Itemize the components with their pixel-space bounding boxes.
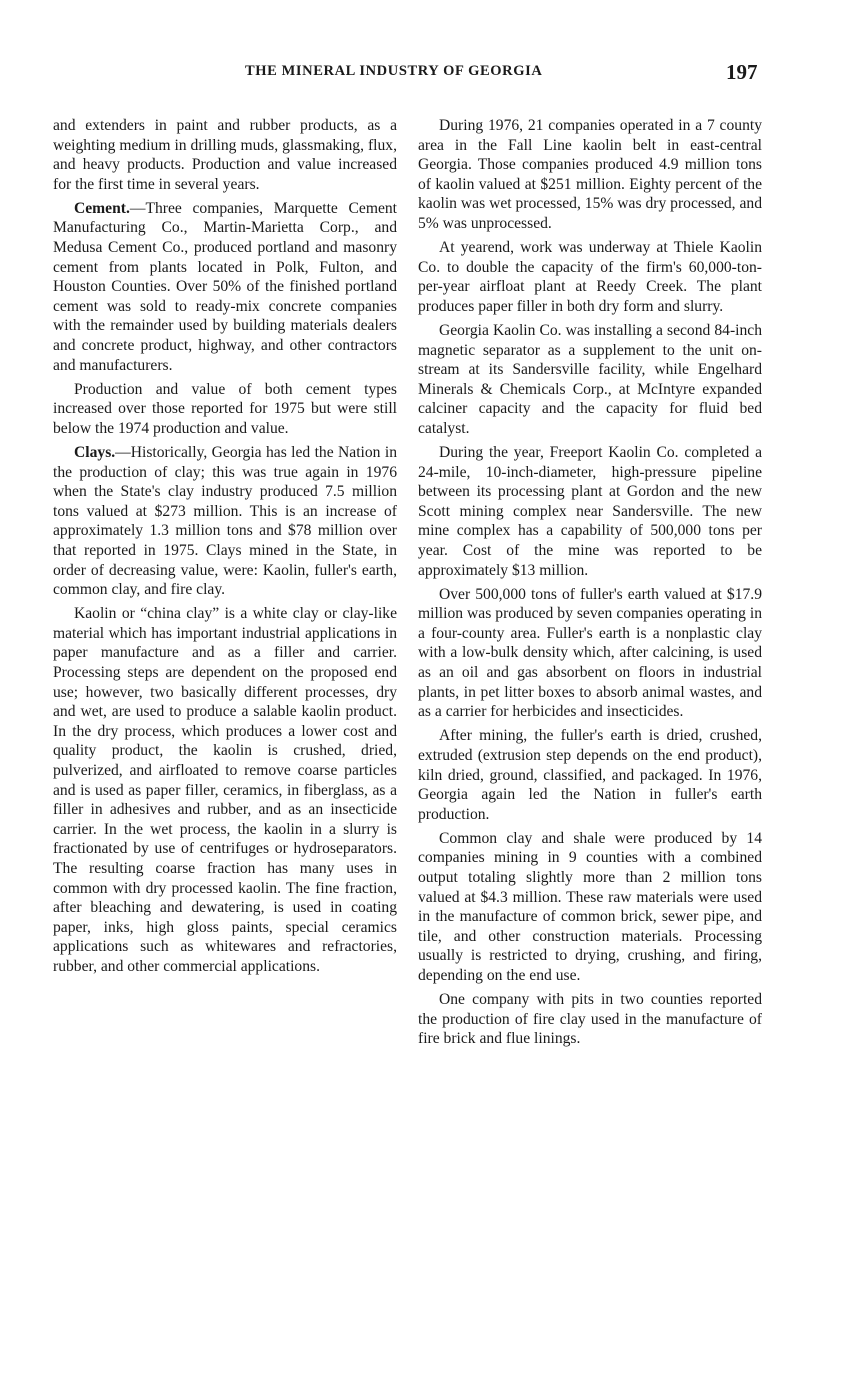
section-heading-cement: Cement. bbox=[74, 199, 130, 217]
paragraph-fullers-earth: Over 500,000 tons of fuller's earth valued at $17.9 million was produced by seven companies operating in a four-county area. Fuller's earth is a nonplastic clay with a low-bulk density which, after calcining, is used as an oil and gas absorbent on floors in industrial plants, in pet litter boxes to absorb animal wastes, and as a carrier for herbicides and insecticides. bbox=[418, 585, 762, 721]
paragraph-georgia-kaolin: Georgia Kaolin Co. was installing a second 84-inch magnetic separator as a supplement to the unit on-stream at its Sandersville facility, while Engelhard Minerals & Chemicals Corp., at McIntyre expanded calciner capacity and the capacity for fluid bed catalyst. bbox=[418, 321, 762, 437]
right-column bbox=[418, 116, 762, 1053]
paragraph-cement bbox=[53, 199, 397, 375]
paragraph-common-clay: Common clay and shale were produced by 14 companies mining in 9 counties with a combined output totaling slightly more than 2 million tons valued at $4.3 million. These raw materials were used in the manufacture of common brick, sewer pipe, and tile, and other construction materials. Processing usually is restricted to drying, crushing, and firing, depending on the end use. bbox=[418, 829, 762, 984]
paragraph-cement-body: —Three companies, Marquette Cement Manufacturing Co., Martin-Marietta Corp., and Medusa Cement Co., produced portland and masonry cement from plants located in Polk, Fulton, and Houston Counties. Over 50% of the finished portland cement was sold to ready-mix concrete companies with the remainder used by building materials dealers and concrete product, highway, and other contractors and manufacturers. bbox=[53, 199, 397, 374]
paragraph-kaolin-companies: During 1976, 21 companies operated in a 7 county area in the Fall Line kaolin belt in east-central Georgia. Those companies produced 4.9 million tons of kaolin valued at $251 million. Eighty percent of the kaolin was wet processed, 15% was dry processed, and 5% was unprocessed. bbox=[418, 117, 762, 232]
page-number: 197 bbox=[726, 60, 758, 84]
paragraph-fire-clay: One company with pits in two counties reported the production of fire clay used in the manufacture of fire brick and flue linings. bbox=[418, 991, 762, 1048]
paragraph-freeport-kaolin: During the year, Freeport Kaolin Co. completed a 24-mile, 10-inch-diameter, high-pressure pipeline between its processing plant at Gordon and the new Scott mining complex near Sandersville. The new mine complex has a capability of 500,000 tons per year. Cost of the mine was reported to be approximately $13 million. bbox=[418, 444, 762, 579]
left-column bbox=[53, 116, 397, 981]
paragraph-clays bbox=[53, 443, 397, 600]
paragraph-paint-rubber: and extenders in paint and rubber products, as a weighting medium in drilling muds, glassmaking, flux, and heavy products. Production and value increased for the first time in several years. bbox=[53, 117, 397, 193]
running-title: THE MINERAL INDUSTRY OF GEORGIA bbox=[245, 63, 543, 79]
paragraph-thiele-kaolin: At yearend, work was underway at Thiele Kaolin Co. to double the capacity of the firm's 60,000-ton-per-year airfloat plant at Reedy Creek. The plant produces paper filler in both dry form and slurry. bbox=[418, 239, 762, 315]
paragraph-clays-body: —Historically, Georgia has led the Nation in the production of clay; this was true again in 1976 when the State's clay industry produced 7.5 million tons valued at $273 million. This is an increase of approximately 1.3 million tons and $78 million over that reported in 1975. Clays mined in the State, in order of decreasing value, were: Kaolin, fuller's earth, common clay, and fire clay. bbox=[53, 444, 397, 599]
section-heading-clays: Clays. bbox=[74, 444, 116, 461]
paragraph-kaolin: Kaolin or “china clay” is a white clay or clay-like material which has important industrial applications in paper manufacture and as a filler and carrier. Processing steps are dependent on the proposed end use; however, two basically different processes, dry and wet, are used to produce a salable kaolin product. In the dry process, which produces a lower cost and quality product, the kaolin is crushed, dried, pulverized, and airfloated to remove coarse particles and is used as paper filler, ceramics, in fiberglass, as a filler in adhesives and rubber, and as an insecticide carrier. In the wet process, the kaolin in a slurry is fractionated by use of centrifuges or hydroseparators. The resulting coarse fraction has many uses in common with dry processed kaolin. The fine fraction, after bleaching and dewatering, is used in coating paper, inks, high gloss paints, special ceramics applications such as whitewares and refractories, rubber, and other commercial applications. bbox=[53, 605, 397, 975]
paragraph-fullers-earth-processing: After mining, the fuller's earth is dried, crushed, extruded (extrusion step depends on the end product), kiln dried, ground, classified, and packaged. In 1976, Georgia again led the Nation in fuller's earth production. bbox=[418, 727, 762, 823]
paragraph-cement-production: Production and value of both cement types increased over those reported for 1975 but were still below the 1974 production and value. bbox=[53, 380, 397, 437]
